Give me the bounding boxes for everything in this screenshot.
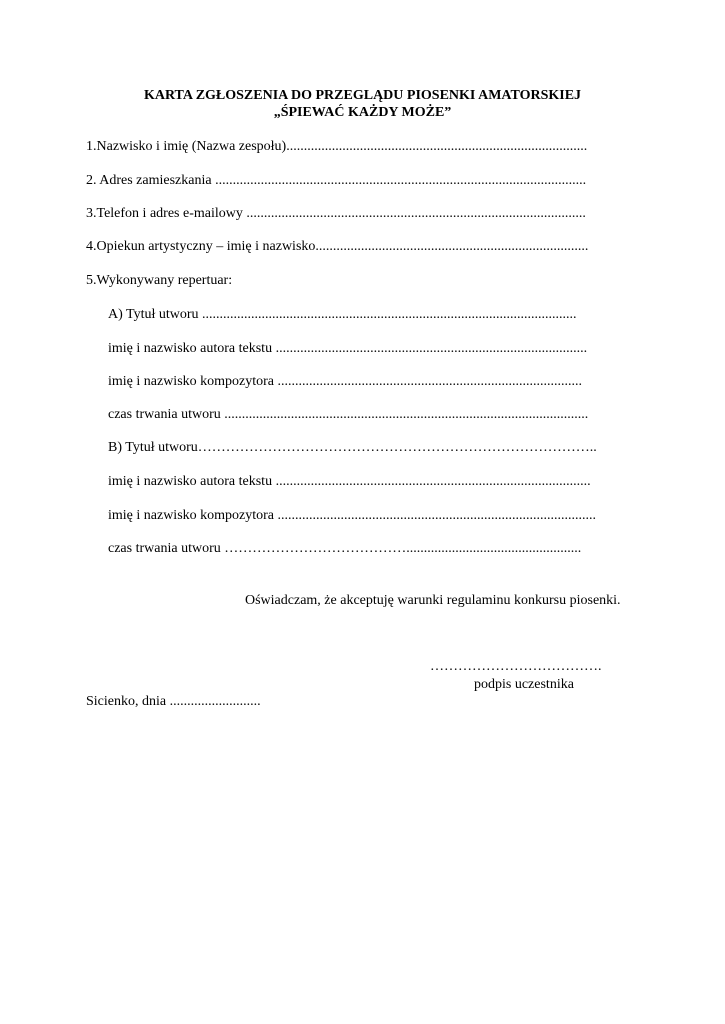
- song-b-duration-field: czas trwania utworu …………………………………..................................................: [108, 541, 582, 556]
- song-b-lyricist-field: imię i nazwisko autora tekstu ..........................................................................................: [108, 474, 591, 489]
- song-b-title-field: B) Tytuł utworu…………………………………………………………………………..: [108, 440, 597, 455]
- guardian-field: 4.Opiekun artystyczny – imię i nazwisko..............................................................................: [86, 239, 589, 254]
- signature-label: podpis uczestnika: [474, 677, 574, 692]
- name-field: 1.Nazwisko i imię (Nazwa zespołu)......................................................................................: [86, 139, 588, 154]
- address-field: 2. Adres zamieszkania ..........................................................................................................: [86, 173, 587, 188]
- place-date-field: Sicienko, dnia ..........................: [86, 694, 261, 709]
- form-title-line-2: „ŚPIEWAĆ KAŻDY MOŻE”: [273, 105, 452, 120]
- phone-email-field: 3.Telefon i adres e-mailowy .................................................................................................: [86, 206, 586, 221]
- repertoire-heading: 5.Wykonywany repertuar:: [86, 273, 233, 288]
- song-a-lyricist-field: imię i nazwisko autora tekstu .........................................................................................: [108, 341, 588, 356]
- song-b-composer-field: imię i nazwisko kompozytora ...........................................................................................: [108, 508, 597, 523]
- song-a-title-field: A) Tytuł utworu ...........................................................................................................: [108, 307, 577, 322]
- declaration-text: Oświadczam, że akceptuję warunki regulaminu konkursu piosenki.: [245, 593, 621, 608]
- song-a-duration-field: czas trwania utworu ........................................................................................................: [108, 407, 589, 422]
- song-a-composer-field: imię i nazwisko kompozytora .......................................................................................: [108, 374, 583, 389]
- signature-line: ……………………………….: [430, 659, 602, 674]
- form-title-line-1: KARTA ZGŁOSZENIA DO PRZEGLĄDU PIOSENKI AMATORSKIEJ: [143, 88, 582, 103]
